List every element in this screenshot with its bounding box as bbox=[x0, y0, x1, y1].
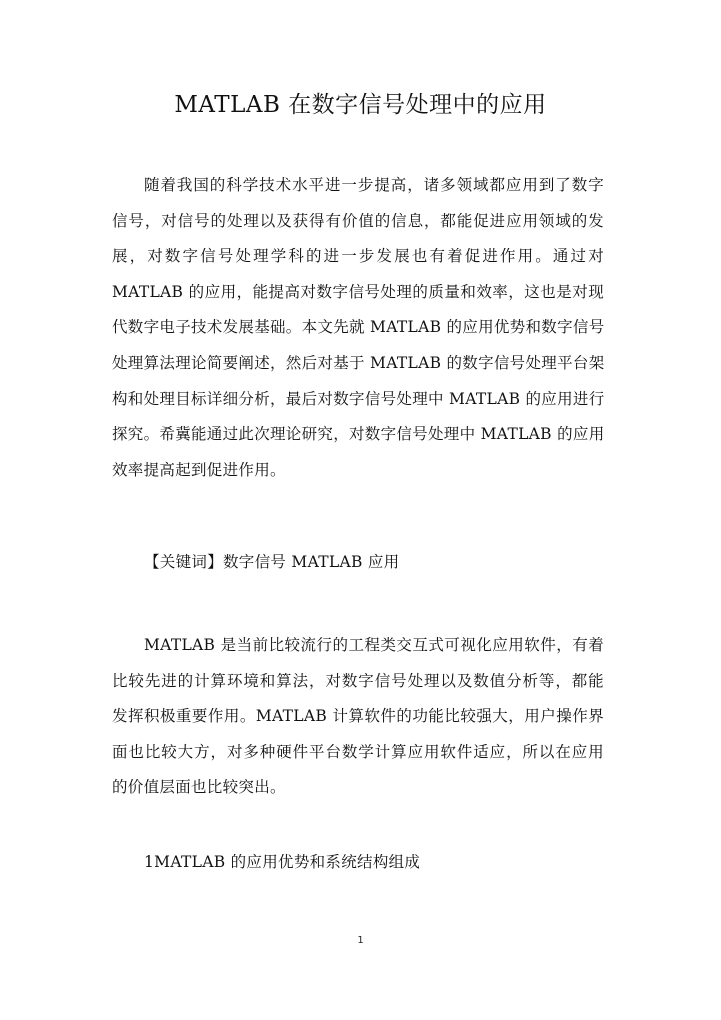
paragraph-line: 发挥积极重要作用。MATLAB 计算软件的功能比较强大，用户操作界 bbox=[112, 707, 604, 726]
paragraph-line: 处理算法理论简要阐述，然后对基于 MATLAB 的数字信号处理平台架 bbox=[112, 353, 605, 372]
paragraph-line: 效率提高起到促进作用。 bbox=[112, 460, 286, 479]
paragraph-line: 的价值层面也比较突出。 bbox=[112, 778, 286, 797]
paragraph-line: 面也比较大方，对多种硬件平台数学计算应用软件适应，所以在应用 bbox=[112, 742, 604, 761]
abstract-paragraph bbox=[112, 168, 604, 488]
intro-paragraph bbox=[112, 628, 604, 806]
paragraph-line: 构和处理目标详细分析，最后对数字信号处理中 MATLAB 的应用进行 bbox=[112, 389, 605, 408]
paragraph-line: 代数字电子技术发展基础。本文先就 MATLAB 的应用优势和数字信号 bbox=[112, 318, 605, 337]
paragraph-line: MATLAB 是当前比较流行的工程类交互式可视化应用软件，有着 bbox=[144, 636, 604, 654]
paragraph-line: 随着我国的科学技术水平进一步提高，诸多领域都应用到了数字 bbox=[144, 176, 604, 194]
document-title: MATLAB 在数字信号处理中的应用 bbox=[174, 92, 547, 118]
paragraph-line: 展，对数字信号处理学科的进一步发展也有着促进作用。通过对 bbox=[112, 247, 604, 266]
section-heading bbox=[112, 845, 604, 881]
page-number: 1 bbox=[357, 935, 364, 946]
paragraph-line: 信号，对信号的处理以及获得有价值的信息，都能促进应用领域的发 bbox=[112, 211, 604, 230]
section-heading-text: 1MATLAB 的应用优势和系统结构组成 bbox=[144, 853, 421, 871]
keywords-paragraph bbox=[112, 545, 604, 581]
paragraph-line: MATLAB 的应用，能提高对数字信号处理的质量和效率，这也是对现 bbox=[112, 282, 604, 301]
paragraph-line: 探究。希冀能通过此次理论研究，对数字信号处理中 MATLAB 的应用 bbox=[112, 425, 605, 444]
keywords-line: 【关键词】数字信号 MATLAB 应用 bbox=[144, 553, 400, 571]
paragraph-line: 比较先进的计算环境和算法，对数字信号处理以及数值分析等，都能 bbox=[112, 671, 604, 690]
